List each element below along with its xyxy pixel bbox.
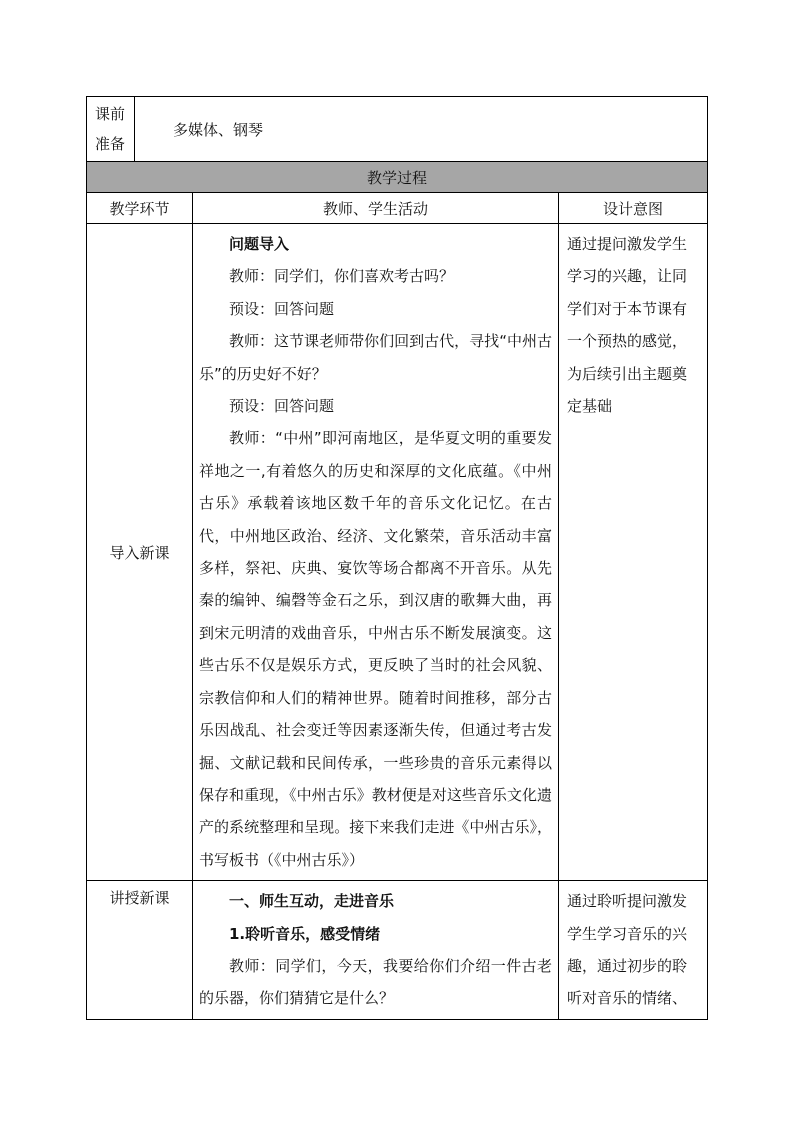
activity-paragraph: 教师：“中州”即河南地区，是华夏文明的重要发祥地之一,有着悠久的历史和深厚的文化底蕴。《中州古乐》承载着该地区数千年的音乐文化记忆。在古代，中州地区政治、经济、文化繁荣，音乐活动丰富多样，祭祀、庆典、宴饮等场合都离不开音乐。从先秦的编钟、编磬等金石之乐，到汉唐的歌舞大曲，再到宋元明清的戏曲音乐，中州古乐不断发展演变。这些古乐不仅是娱乐方式，更反映了当时的社会风貌、宗教信仰和人们的精神世界。随着时间推移，部分古乐因战乱、社会变迁等因素逐渐失传，但通过考古发掘、文献记载和民间传承，一些珍贵的音乐元素得以保存和重现，《中州古乐》教材便是对这些音乐文化遗产的系统整理和呈现。接下来我们走进《中州古乐》，书写板书（《中州古乐》） [199,429,552,869]
intent-cell-new-lesson [559,881,708,1020]
intent-line: 趣，通过初步的聆 [567,956,688,975]
intent-line: 学习的兴趣，让同 [567,267,688,286]
activity-paragraph: 教师：同学们，今天，我要给你们介绍一件古老的乐器，你们猜猜它是什么？ [199,956,552,1008]
intent-line: 通过聆听提问激发 [567,892,688,911]
activity-cell-intro [193,224,559,881]
intent-cell-intro [559,224,708,881]
intent-line: 通过提问激发学生 [567,235,688,253]
activity-heading: 一、师生互动，走进音乐 [229,892,395,911]
intent-line: 一个预热的感觉， [567,332,688,351]
activity-subheading: 1.聆听音乐，感受情绪 [229,924,381,943]
column-header-stage: 教学环节 [87,193,193,224]
intent-line: 学生学习音乐的兴 [567,924,688,943]
intent-line: 学们对于本节课有 [567,299,688,318]
section-row-new-lesson [87,881,708,1020]
activity-cell-new-lesson [193,881,559,1020]
intent-line: 为后续引出主题奠 [567,364,688,383]
lesson-plan-page [86,96,707,1020]
intent-line: 定基础 [567,397,613,416]
lesson-plan-table [86,96,708,1020]
process-title: 教学过程 [87,162,708,193]
column-header-intent: 设计意图 [559,193,708,224]
activity-paragraph: 教师：同学们，你们喜欢考古吗？ [229,267,455,286]
column-header-row [87,193,708,224]
prep-label [87,97,135,162]
activity-paragraph: 预设：回答问题 [229,299,335,318]
prep-label-line2: 准备 [95,135,126,153]
prep-row [87,97,708,162]
activity-heading: 问题导入 [229,235,290,253]
prep-label-line1: 课前 [95,105,126,123]
activity-paragraph: 预设：回答问题 [229,397,335,416]
intent-line: 听对音乐的情绪、 [567,989,688,1008]
section-row-intro [87,224,708,881]
stage-cell-new-lesson: 讲授新课 [87,881,193,1020]
column-header-activity: 教师、学生活动 [193,193,559,224]
process-header-row [87,162,708,193]
prep-value: 多媒体、钢琴 [135,97,708,162]
activity-paragraph: 教师：这节课老师带你们回到古代，寻找“中州古乐”的历史好不好？ [199,332,552,383]
stage-cell-intro: 导入新课 [87,224,193,881]
